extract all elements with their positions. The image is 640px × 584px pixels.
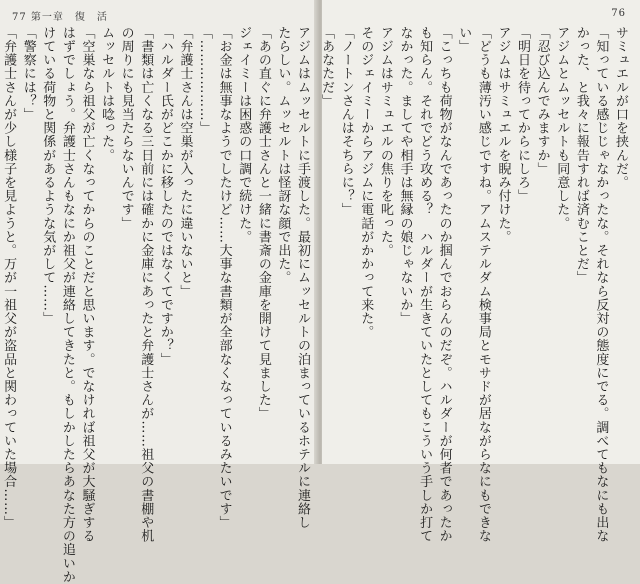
text-line: 「弁護士さんが少し様子を見ようと。万が一祖父が盗品と関わっていた場合……」 (1, 26, 17, 530)
running-head: 第一章 復 活 (30, 12, 108, 23)
text-line: アジムはサミュエルの焦りを叱った。 (377, 26, 393, 258)
text-line: も知らん。それでどう攻める？ ハルダーが生きていたとしてもこういう手しか打て (417, 26, 433, 543)
text-line: 「………………」 (197, 26, 213, 135)
text-line: かった、と我々に報告すれば済むことだ」 (573, 26, 589, 285)
text-line: たらしい。ムッセルトは怪訝な顔で出た。 (275, 26, 291, 285)
text-line: の周りにも見当たらないんです」 (118, 26, 134, 230)
text-line: 「警察には？」 (20, 26, 36, 122)
text-line: 「こっちも荷物がなんであったのか掴んでおらんのだぞ。ハルダーが何者であったか (436, 26, 452, 543)
left-page (0, 0, 318, 584)
text-line: 「知っている感じじゃなかったな。それなら反対の態度にでる。調べてもなにも出な (593, 26, 609, 543)
text-line: 「あなただ」 (319, 26, 335, 108)
text-line: い」 (456, 26, 472, 54)
right-page-number: 76 (611, 8, 626, 19)
text-line: はずでしょう。弁護士さんもなにか祖父が連絡してきたと。もしかしたらあなた方の追いか (59, 26, 75, 584)
text-line: ムッセルトは唸った。 (99, 26, 115, 162)
text-line: 「どうも薄汚い感じですね。アムステルダム検事局とモサドが居ながらなにもできな (475, 26, 491, 543)
text-line: なかった。ましてや相手は無縁の娘じゃないか」 (397, 26, 413, 326)
right-page (319, 0, 640, 543)
text-line: 「ノートンさんはそちらに？」 (338, 26, 354, 217)
text-line: そのジェイミーからアジムに電話がかかって来た。 (358, 26, 374, 339)
text-line: けている荷物と関係があるような気がして……」 (40, 26, 56, 326)
right-page-header (611, 8, 626, 19)
text-line: 「あの直ぐに弁護士さんと一緒に書斎の金庫を開けて見ました」 (255, 26, 271, 421)
left-page-header (12, 8, 108, 23)
text-line: 「書類は亡くなる三日前には確かに金庫にあったと弁護士さんが……祖父の書棚や机 (138, 26, 154, 543)
left-page-number: 77 (12, 12, 27, 23)
text-line: 「空巣なら祖父が亡くなってからのことだと思います。でなければ祖父が大騒ぎする (79, 26, 95, 543)
text-line: 「明日を待ってからにしろ」 (515, 26, 531, 203)
right-page-text (319, 26, 630, 543)
text-line: 「ハルダー氏がどこかに移したのではなくてですか？」 (157, 26, 173, 366)
text-line: アジムはサミュエルを睨み付けた。 (495, 26, 511, 244)
text-line: 「弁護士さんは空巣が入ったに違いないと」 (177, 26, 193, 298)
text-line: サミュエルが口を挟んだ。 (613, 26, 628, 190)
left-page-text (1, 26, 312, 584)
text-line: アジムはムッセルトに手渡した。最初にムッセルトの泊まっているホテルに連絡し (295, 26, 310, 530)
text-line: 「お金は無事なようでしたけど……大事な書類が全部なくなっているみたいです」 (216, 26, 232, 530)
text-line: ジェイミーは困惑の口調で続けた。 (236, 26, 252, 244)
text-line: 「忍び込んでみますか」 (534, 26, 550, 176)
text-line: アジムとムッセルトも同意した。 (554, 26, 570, 230)
